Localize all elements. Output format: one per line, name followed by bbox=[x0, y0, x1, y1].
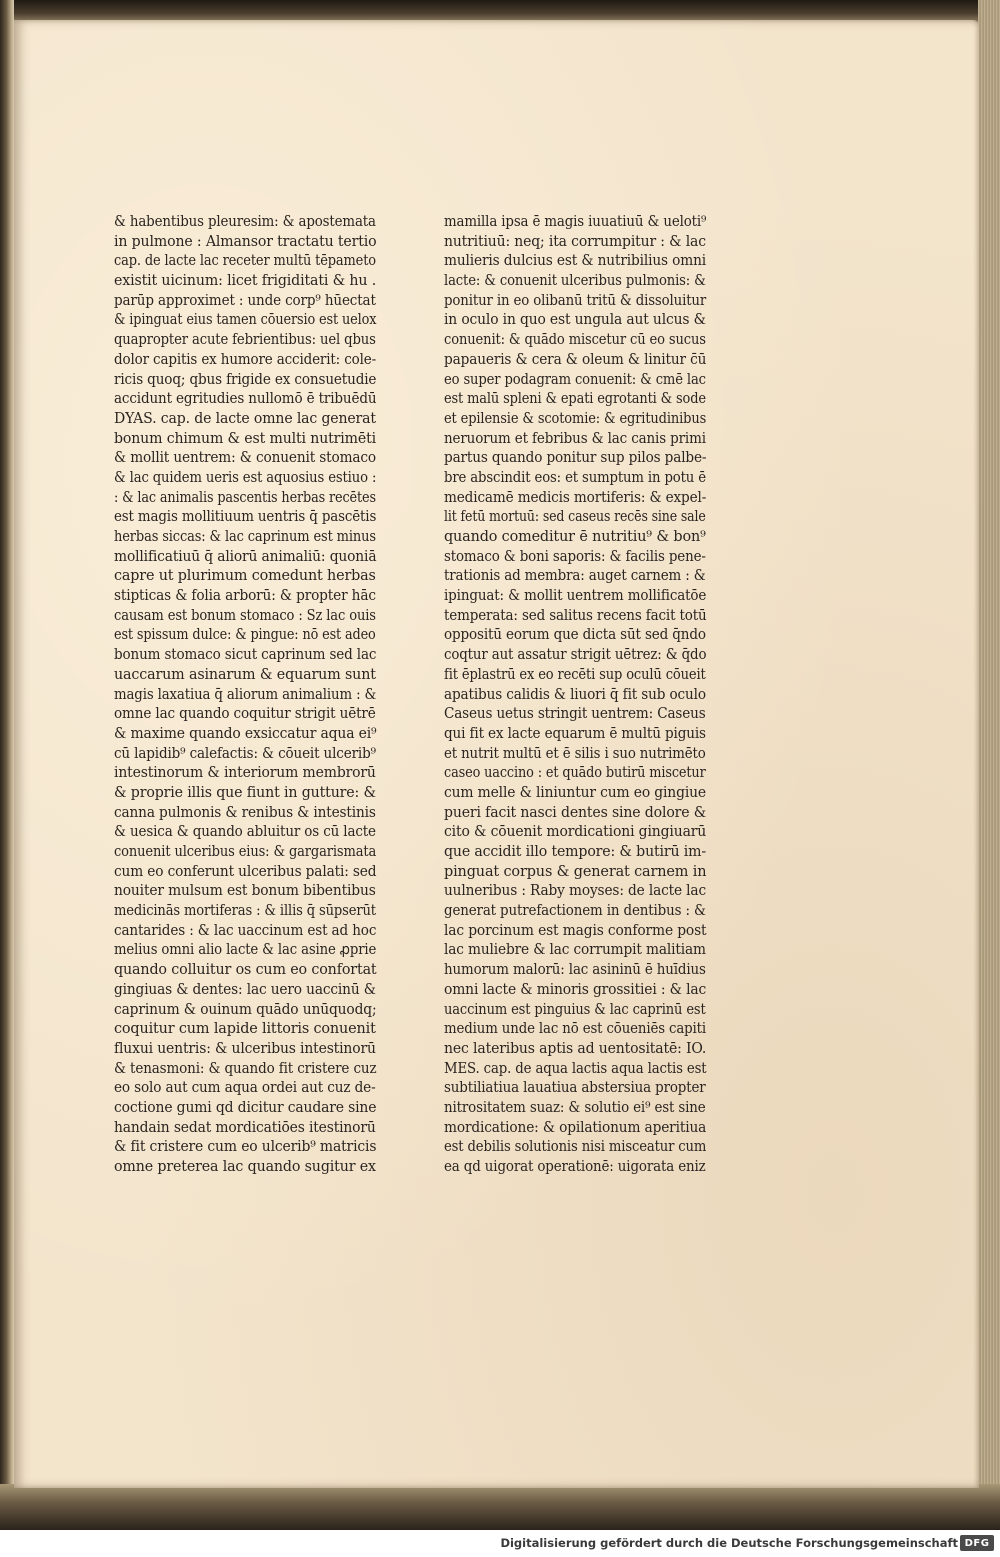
text-line: quando colluitur os cum eo confortat bbox=[114, 961, 377, 979]
text-line: caprinum & ouinum quādo unūquodq; bbox=[114, 1000, 377, 1018]
text-line: stipticas & folia arborū: & propter hāc bbox=[114, 587, 376, 605]
text-line: quando comeditur ē nutritiu⁹ & bon⁹ bbox=[444, 528, 706, 545]
text-line: & uesica & quando abluitur os cū lacte bbox=[114, 823, 376, 841]
text-line: omne preterea lac quando sugitur ex bbox=[114, 1158, 376, 1175]
text-column-right bbox=[444, 212, 706, 1177]
text-line: omne lac quando coquitur strigit uētrē bbox=[114, 705, 376, 723]
text-line: est spissum dulce: & pingue: nō est adeo bbox=[114, 626, 376, 644]
text-line: & proprie illis que fiunt in gutture: & bbox=[114, 783, 376, 801]
text-line: est debilis solutionis nisi misceatur cum bbox=[444, 1138, 707, 1156]
text-line: canna pulmonis & renibus & intestinis bbox=[114, 803, 376, 821]
text-line: papaueris & cera & oleum & linitur c̄ū bbox=[444, 350, 707, 368]
text-line: mamilla ipsa ē magis iuuatiuū & ueloti⁹ bbox=[444, 213, 707, 230]
funding-credit: Digitalisierung gefördert durch die Deutsche Forschungsgemeinschaft bbox=[500, 1536, 958, 1550]
text-line: lac muliebre & lac corrumpit malitiam bbox=[444, 941, 706, 959]
text-line: bonum chimum & est multi nutrimēti bbox=[114, 429, 376, 447]
text-line: & mollit uentrem: & conuenit stomaco bbox=[114, 449, 376, 467]
text-line: est malū spleni & epati egrotanti & sode bbox=[444, 390, 706, 408]
text-line: in oculo in quo est ungula aut ulcus & bbox=[444, 311, 706, 329]
text-line: partus quando ponitur sup pilos palbe- bbox=[444, 449, 707, 467]
text-line: causam est bonum stomaco : Sz lac ouis bbox=[114, 606, 376, 624]
text-line: lac porcinum est magis conforme post bbox=[444, 921, 707, 939]
text-line: bonum stomaco sicut caprinum sed lac bbox=[114, 646, 377, 664]
text-line: intestinorum & interiorum membrorū bbox=[114, 764, 376, 782]
text-line: MES. cap. de aqua lactis aqua lactis est bbox=[444, 1059, 707, 1077]
text-line: uulneribus : Raby moyses: de lacte lac bbox=[444, 882, 706, 900]
text-line: mulieris dulcius est & nutribilius omni bbox=[444, 252, 707, 270]
text-line: ricis quoq; qbus frigide ex consuetudie bbox=[114, 370, 377, 388]
text-line: fluxui uentris: & ulceribus intestinorū bbox=[114, 1039, 376, 1057]
text-line: Caseus uetus stringit uentrem: Caseus bbox=[444, 705, 706, 723]
text-line: dolor capitis ex humore acciderit: cole- bbox=[114, 350, 377, 368]
text-line: et nutrit multū et ē silis i suo nutrimēto bbox=[444, 744, 706, 762]
text-line: fit ēplastrū ex eo recēti sup oculū cōueit bbox=[444, 665, 706, 683]
text-line: mollificatiuū q̄ aliorū animaliū: quoniā bbox=[114, 547, 377, 565]
text-line: eo super podagram conuenit: & cmē lac bbox=[444, 370, 706, 388]
text-line: gingiuas & dentes: lac uero uaccinū & bbox=[114, 980, 376, 998]
text-line: nitrositatem suaz: & solutio ei⁹ est sine bbox=[444, 1098, 706, 1116]
text-line: herbas siccas: & lac caprinum est minus bbox=[114, 528, 376, 545]
text-line: nec lateribus aptis ad uentositatē: IO. bbox=[444, 1039, 707, 1057]
text-line: uaccinum est pinguius & lac caprinū est bbox=[444, 1000, 706, 1018]
text-line: coquitur cum lapide littoris conuenit bbox=[114, 1020, 376, 1038]
text-line: accidunt egritudies nullomō ē tribuēdū bbox=[114, 390, 377, 408]
text-line: in pulmone : Almansor tractatu tertio bbox=[114, 232, 377, 250]
text-line: & ipinguat eius tamen cōuersio est uelox bbox=[114, 311, 377, 329]
text-line: medicinās mortiferas : & illis q̄ sūpserūt bbox=[114, 902, 376, 920]
text-column-left bbox=[114, 212, 376, 1177]
text-line: pueri facit nasci dentes sine dolore & bbox=[444, 803, 707, 821]
text-line: & habentibus pleuresim: & apostemata bbox=[114, 213, 376, 230]
book-bottom-edge bbox=[0, 1484, 1000, 1530]
text-line: magis laxatiua q̄ aliorum animalium : & bbox=[114, 685, 377, 703]
text-line: capre ut plurimum comedunt herbas bbox=[114, 567, 376, 585]
text-line: handain sedat mordicatiōes itestinorū bbox=[114, 1118, 376, 1136]
text-line: trationis ad membra: auget carnem : & bbox=[444, 567, 706, 585]
text-line: quapropter acute febrientibus: uel qbus bbox=[114, 331, 376, 349]
text-line: bre abscindit eos: et sumptum in potu ē bbox=[444, 468, 706, 486]
text-line: apatibus calidis & liuori q̄ fit sub oculo bbox=[444, 685, 706, 703]
text-line: est magis mollitiuum uentris q̄ pascētis bbox=[114, 508, 377, 526]
book-page-edges bbox=[978, 0, 1000, 1530]
text-line: nutritiuū: neq; ita corrumpitur : & lac bbox=[444, 232, 706, 250]
text-line: & tenasmoni: & quando fit cristere cuz bbox=[114, 1059, 377, 1077]
text-line: cantarides : & lac uaccinum est ad hoc bbox=[114, 921, 377, 939]
text-line: conuenit: & quādo miscetur cū eo sucus bbox=[444, 331, 706, 349]
text-line: ea qd uigorat operationē: uigorata eniz bbox=[444, 1158, 706, 1175]
dfg-logo bbox=[960, 1535, 994, 1551]
text-line: coqtur aut assatur strigit uētrez: & q̄do bbox=[444, 646, 707, 664]
text-line: humorum malorū: lac asininū ē huīdius bbox=[444, 961, 706, 979]
text-line: & maxime quando exsiccatur aqua ei⁹ bbox=[114, 724, 377, 742]
text-line: cum melle & liniuntur cum eo gingiue bbox=[444, 783, 706, 801]
dfg-logo-text: DFG bbox=[964, 1537, 990, 1549]
text-line: DYAS. cap. de lacte omne lac generat bbox=[114, 409, 376, 427]
text-line: lacte: & conuenit ulceribus pulmonis: & bbox=[444, 272, 706, 290]
book-binding-edge bbox=[0, 0, 14, 1530]
text-line: & lac quidem ueris est aquosius estiuo : bbox=[114, 468, 377, 486]
text-line: ponitur in eo olibanū tritū & dissoluitur bbox=[444, 291, 707, 309]
text-line: : & lac animalis pascentis herbas recētes bbox=[114, 488, 376, 506]
text-line: temperata: sed salitus recens facit totū bbox=[444, 606, 707, 624]
text-line: oppositū eorum que dicta sūt sed q̄ndo bbox=[444, 626, 706, 644]
text-line: conuenit ulceribus eius: & gargarismata bbox=[114, 843, 377, 860]
text-line: medicamē medicis mortiferis: & expel- bbox=[444, 488, 707, 506]
text-line: uaccarum asinarum & equarum sunt bbox=[114, 665, 376, 683]
text-line: lit fetū mortuū: sed caseus recēs sine sale bbox=[444, 508, 706, 526]
text-line: existit uicinum: licet frigiditati & hu . bbox=[114, 272, 377, 290]
text-line: mordicatione: & opilationum aperitiua bbox=[444, 1118, 707, 1136]
text-line: neruorum et febribus & lac canis primi bbox=[444, 429, 706, 447]
text-line: cito & cōuenit mordicationi gingiuarū bbox=[444, 823, 707, 841]
book-top-edge bbox=[0, 0, 1000, 22]
text-line: & fit cristere cum eo ulcerib⁹ matricis bbox=[114, 1138, 377, 1156]
text-line: nouiter mulsum est bonum bibentibus bbox=[114, 882, 376, 900]
text-line: stomaco & boni saporis: & facilis pene- bbox=[444, 547, 706, 565]
text-line: coctione gumi qd dicitur caudare sine bbox=[114, 1098, 377, 1116]
text-line: ipinguat: & mollit uentrem mollificatōe bbox=[444, 587, 707, 605]
text-line: omni lacte & minoris grossitiei : & lac bbox=[444, 980, 707, 998]
text-line: caseo uaccino : et quādo butirū miscetur bbox=[444, 764, 706, 782]
text-line: qui fit ex lacte equarum ē multū piguis bbox=[444, 724, 706, 742]
text-line: parūp approximet : unde corp⁹ hūectat bbox=[114, 291, 376, 309]
text-line: et epilensie & scotomie: & egritudinibus bbox=[444, 409, 707, 427]
text-line: medium unde lac nō est cōueniēs capiti bbox=[444, 1020, 706, 1038]
text-line: cum eo conferunt ulceribus palati: sed bbox=[114, 862, 377, 880]
text-line: generat putrefactionem in dentibus : & bbox=[444, 902, 706, 920]
text-line: pinguat corpus & generat carnem in bbox=[444, 862, 707, 880]
text-line: eo solo aut cum aqua ordei aut cuz de- bbox=[114, 1079, 376, 1097]
text-line: que accidit illo tempore: & butirū im- bbox=[444, 843, 707, 860]
text-line: cū lapidib⁹ calefactis: & cōueit ulcerib⁹ bbox=[114, 744, 376, 762]
text-line: melius omni alio lacte & lac asine ꝓprie bbox=[114, 941, 377, 959]
text-line: subtiliatiua lauatiua abstersiua propter bbox=[444, 1079, 706, 1097]
text-line: cap. de lacte lac receter multū tēpameto bbox=[114, 252, 376, 270]
